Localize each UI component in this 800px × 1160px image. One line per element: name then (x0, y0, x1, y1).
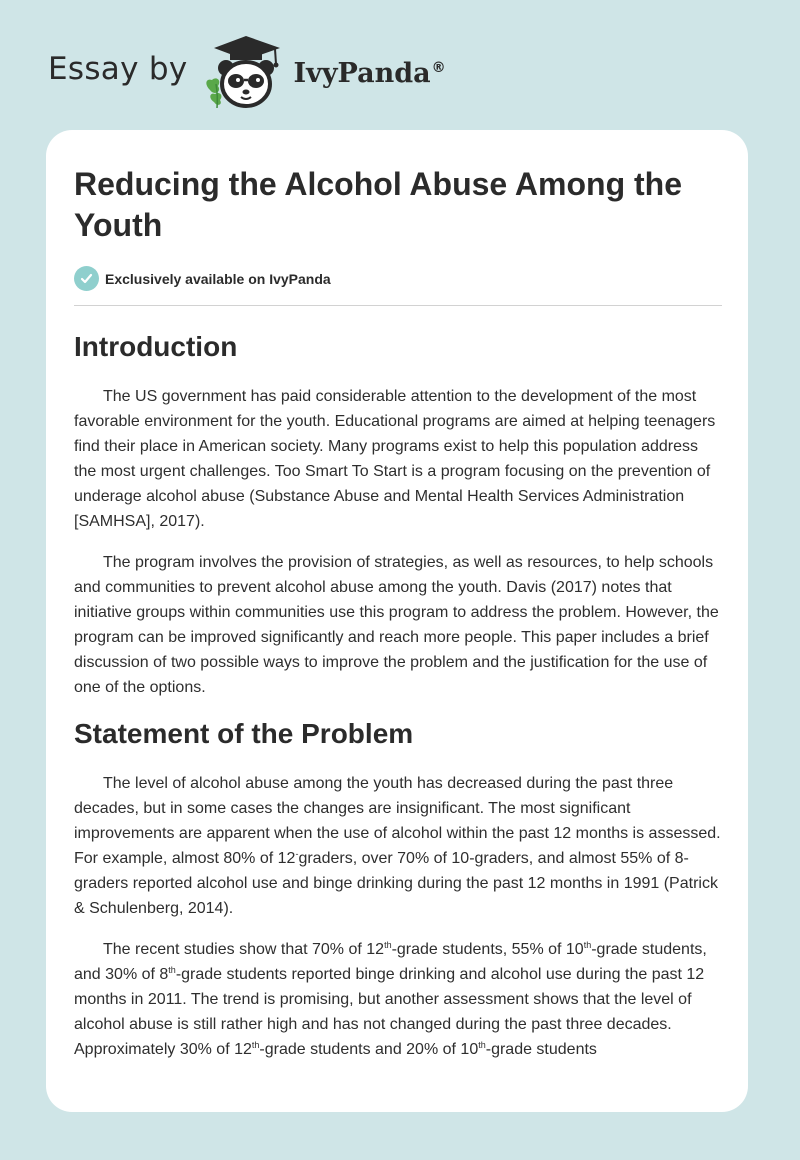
brand-name-text: IvyPanda (293, 57, 431, 89)
paragraph-text: The level of alcohol abuse among the youth has decreased during the past three decades, but in some cases the changes are insignificant. The most significant improvements are apparent when the use of alcohol within the past 12 months is assessed. For example, almost 80% of 12 (74, 775, 721, 867)
paragraph (74, 771, 722, 921)
divider (74, 305, 722, 306)
registered-mark: ® (431, 59, 446, 76)
paragraph-text: -grade students (485, 1041, 597, 1058)
superscript: th (478, 1040, 486, 1050)
site-header (48, 34, 446, 110)
section-heading-introduction: Introduction (74, 331, 238, 362)
superscript: th (168, 965, 176, 975)
exclusive-label: Exclusively available on IvyPanda (105, 270, 331, 287)
superscript: - (295, 849, 299, 859)
paragraph (74, 937, 722, 1062)
paragraph-text: -grade students and 20% of 10 (259, 1041, 479, 1058)
brand-name[interactable] (294, 58, 446, 89)
paragraph-text: The recent studies show that 70% of 12 (103, 941, 385, 958)
exclusive-badge (74, 266, 722, 291)
essay-card (46, 130, 748, 1112)
paragraph-text: -grade students, and 30% of 8 (74, 941, 707, 983)
paragraph-text: graders, over 70% of 10-graders, and almost 55% of 8-graders reported alcohol use and binge drinking during the past 12 months in 1991 (Patrick & Schulenberg, 2014). (74, 850, 718, 917)
panda-logo-icon[interactable] (202, 34, 290, 110)
paragraph-text: -grade students reported binge drinking and alcohol use during the past 12 months in 2011. The trend is promising, but another assessment shows that the level of alcohol abuse is still rather high and has not changed during the past three decades. Approximately 30% of 12 (74, 966, 705, 1058)
superscript: th (251, 1040, 260, 1050)
section-heading-statement: Statement of the Problem (74, 718, 414, 749)
page-title: Reducing the Alcohol Abuse Among the Youth (74, 166, 682, 243)
paragraph: The US government has paid considerable attention to the development of the most favorable environment for the youth. Educational programs are aimed at helping teenagers find their place in American society. Many programs exist to help this population address the most urgent challenges. Too Smart To Start is a program focusing on the prevention of underage alcohol abuse (Substance Abuse and Mental Health Services Administration [SAMHSA], 2017). (74, 388, 716, 530)
superscript: th (384, 940, 392, 950)
check-icon (74, 266, 99, 291)
superscript: th (583, 940, 592, 950)
paragraph-text: -grade students, 55% of 10 (391, 941, 584, 958)
paragraph: The program involves the provision of strategies, as well as resources, to help schools and communities to prevent alcohol abuse among the youth. Davis (2017) notes that initiative groups within communities use this program to address the problem. However, the program can be improved significantly and reach more people. This paper includes a brief discussion of two possible ways to improve the problem and the justification for the use of one of the options. (74, 554, 719, 696)
brand-prefix: Essay by (48, 51, 188, 87)
